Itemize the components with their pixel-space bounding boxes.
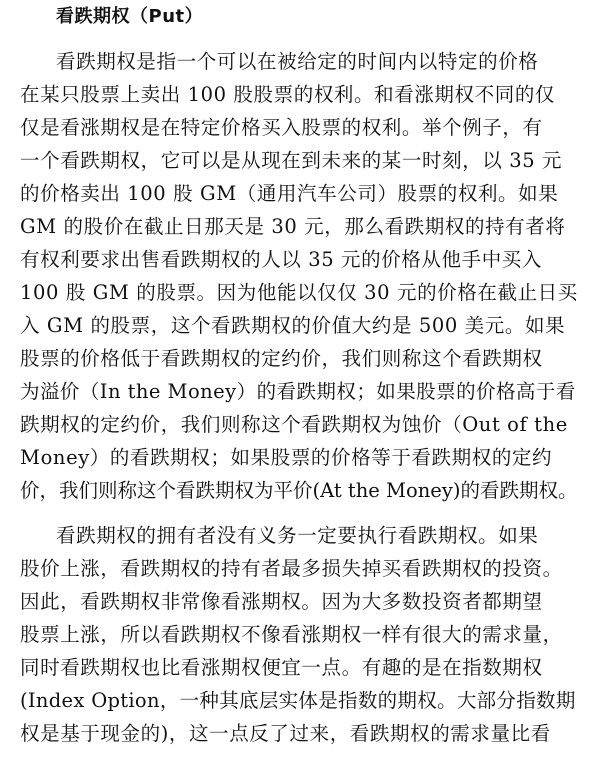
paragraph-2-line-1: 看跌期权的拥有者没有义务一定要执行看跌期权。如果 bbox=[56, 524, 539, 547]
section-heading: 看跌期权（Put） bbox=[56, 6, 204, 27]
paragraph-2-line-4: 股票上涨，所以看跌期权不像看涨期权一样有很大的需求量， bbox=[20, 623, 563, 646]
paragraph-1-line-11: 为溢价（In the Money）的看跌期权；如果股票的价格高于看 bbox=[20, 380, 576, 403]
paragraph-1-line-9: 入 GM 的股票，这个看跌期权的价值大约是 500 美元。如果 bbox=[20, 314, 566, 337]
paragraph-1-line-7: 有权利要求出售看跌期权的人以 35 元的价格从他手中买入 bbox=[20, 248, 543, 271]
paragraph-1-line-5: 的价格卖出 100 股 GM（通用汽车公司）股票的权利。如果 bbox=[20, 182, 559, 205]
paragraph-1-line-13: Money）的看跌期权；如果股票的价格等于看跌期权的定约 bbox=[20, 446, 553, 469]
paragraph-1-line-4: 一个看跌期权，它可以是从现在到未来的某一时刻，以 35 元 bbox=[20, 149, 563, 172]
paragraph-2-line-5: 同时看跌期权也比看涨期权便宜一点。有趣的是在指数期权 bbox=[20, 656, 543, 679]
paragraph-2-line-7: 权是基于现金的)，这一点反了过来，看跌期权的需求量比看 bbox=[20, 722, 551, 745]
paragraph-1-line-12: 跌期权的定约价，我们则称这个看跌期权为蚀价（Out of the bbox=[20, 413, 568, 436]
paragraph-1-line-8: 100 股 GM 的股票。因为他能以仅仅 30 元的价格在截止日买 bbox=[20, 281, 578, 304]
paragraph-1-line-3: 仅是看涨期权是在特定价格买入股票的权利。举个例子，有 bbox=[20, 116, 543, 139]
paragraph-1-line-6: GM 的股价在截止日那天是 30 元，那么看跌期权的持有者将 bbox=[20, 215, 566, 238]
paragraph-1-line-14: 价，我们则称这个看跌期权为平价(At the Money)的看跌期权。 bbox=[20, 479, 578, 502]
paragraph-1-line-2: 在某只股票上卖出 100 股股票的权利。和看涨期权不同的仅 bbox=[20, 83, 556, 106]
paragraph-2-line-3: 因此，看跌期权非常像看涨期权。因为大多数投资者都期望 bbox=[20, 590, 543, 613]
paragraph-2-line-6: (Index Option，一种其底层实体是指数的期权。大部分指数期 bbox=[20, 689, 576, 712]
paragraph-2-line-2: 股价上涨，看跌期权的持有者最多损失掉买看跌期权的投资。 bbox=[20, 557, 563, 580]
paragraph-1-line-1: 看跌期权是指一个可以在被给定的时间内以特定的价格 bbox=[56, 50, 539, 73]
paragraph-1-line-10: 股票的价格低于看跌期权的定约价，我们则称这个看跌期权 bbox=[20, 347, 543, 370]
